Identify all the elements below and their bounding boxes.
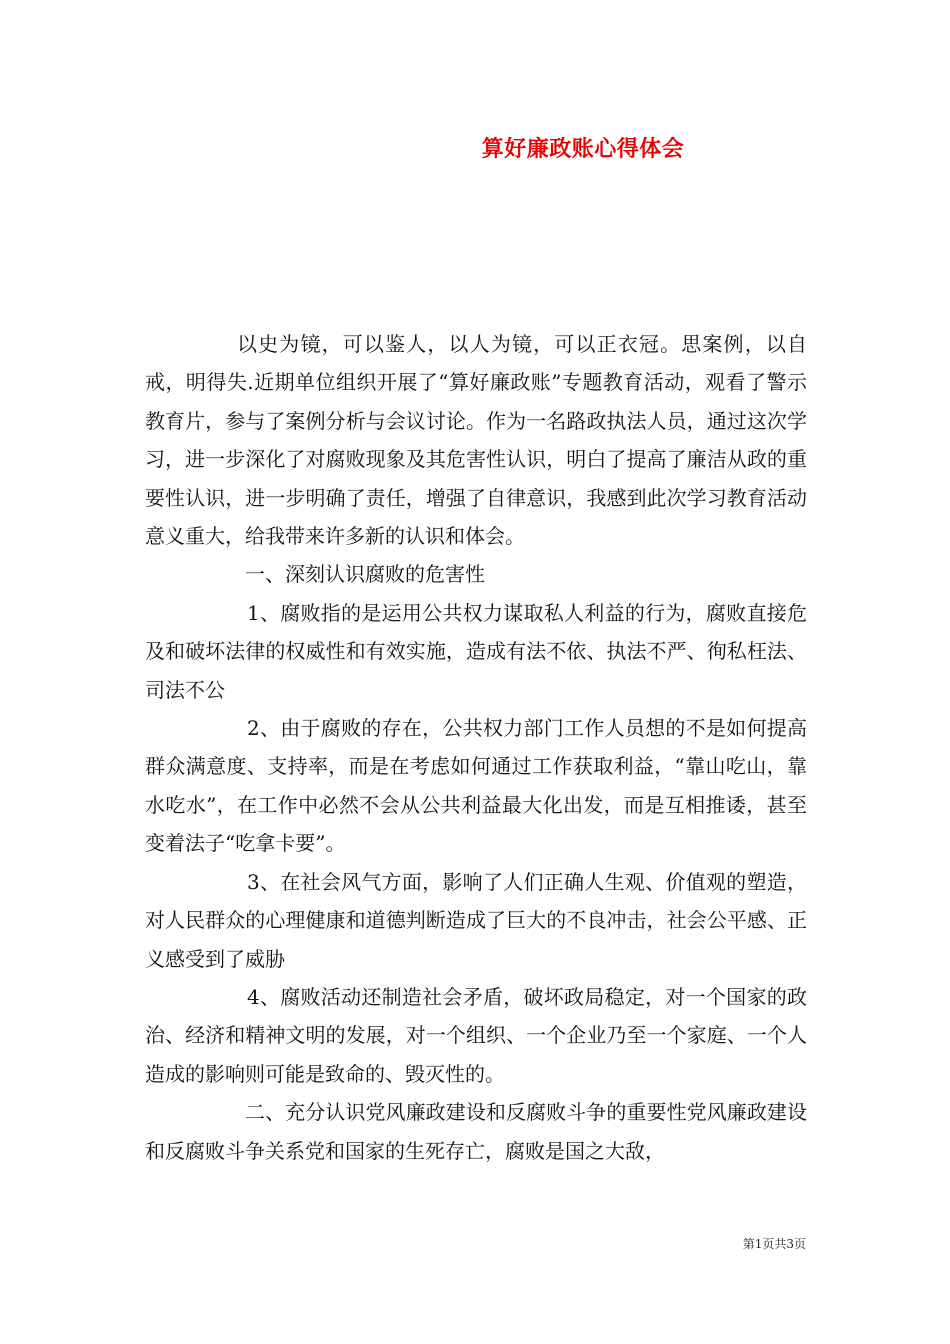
- section-heading-1: 一、深刻认识腐败的危害性: [245, 562, 485, 587]
- page-number: 第1页共3页: [742, 1237, 806, 1251]
- intro-paragraph: 以史为镜，可以鉴人，以人为镜，可以正衣冠。思案例，以自戒，明得失.近期单位组织开展了“算好廉政账”专题教育活动，观看了警示教育片，参与了案例分析与会议讨论。作为一名路政执法人员，通过这次学习，进一步深化了对腐败现象及其危害性认识，明白了提高了廉洁从政的重要性认识，进一步明确了责任，增强了自律意识，我感到此次学习教育活动意义重大，给我带来许多新的认识和体会。: [145, 332, 807, 549]
- list-item-1: 1、腐败指的是运用公共权力谋取私人利益的行为，腐败直接危及和破坏法律的权威性和有效实施，造成有法不依、执法不严、徇私枉法、司法不公: [145, 600, 807, 702]
- list-item-2: 2、由于腐败的存在，公共权力部门工作人员想的不是如何提高群众满意度、支持率，而是在考虑如何通过工作获取利益，“靠山吃山，靠水吃水”，在工作中必然不会从公共利益最大化出发，而是互相推诿，甚至变着法子“吃拿卡要”。: [145, 716, 807, 856]
- list-item-4: 4、腐败活动还制造社会矛盾，破坏政局稳定，对一个国家的政治、经济和精神文明的发展，对一个组织、一个企业乃至一个家庭、一个人造成的影响则可能是致命的、毁灭性的。: [145, 984, 807, 1086]
- document-title: 算好廉政账心得体会: [481, 136, 685, 162]
- list-item-3: 3、在社会风气方面，影响了人们正确人生观、价值观的塑造，对人民群众的心理健康和道德判断造成了巨大的不良冲击，社会公平感、正义感受到了威胁: [145, 869, 807, 971]
- document-body: [145, 325, 807, 1170]
- section-heading-2: 二、充分认识党风廉政建设和反腐败斗争的重要性党风廉政建设和反腐败斗争关系党和国家的生死存亡，腐败是国之大敌，: [145, 1100, 807, 1163]
